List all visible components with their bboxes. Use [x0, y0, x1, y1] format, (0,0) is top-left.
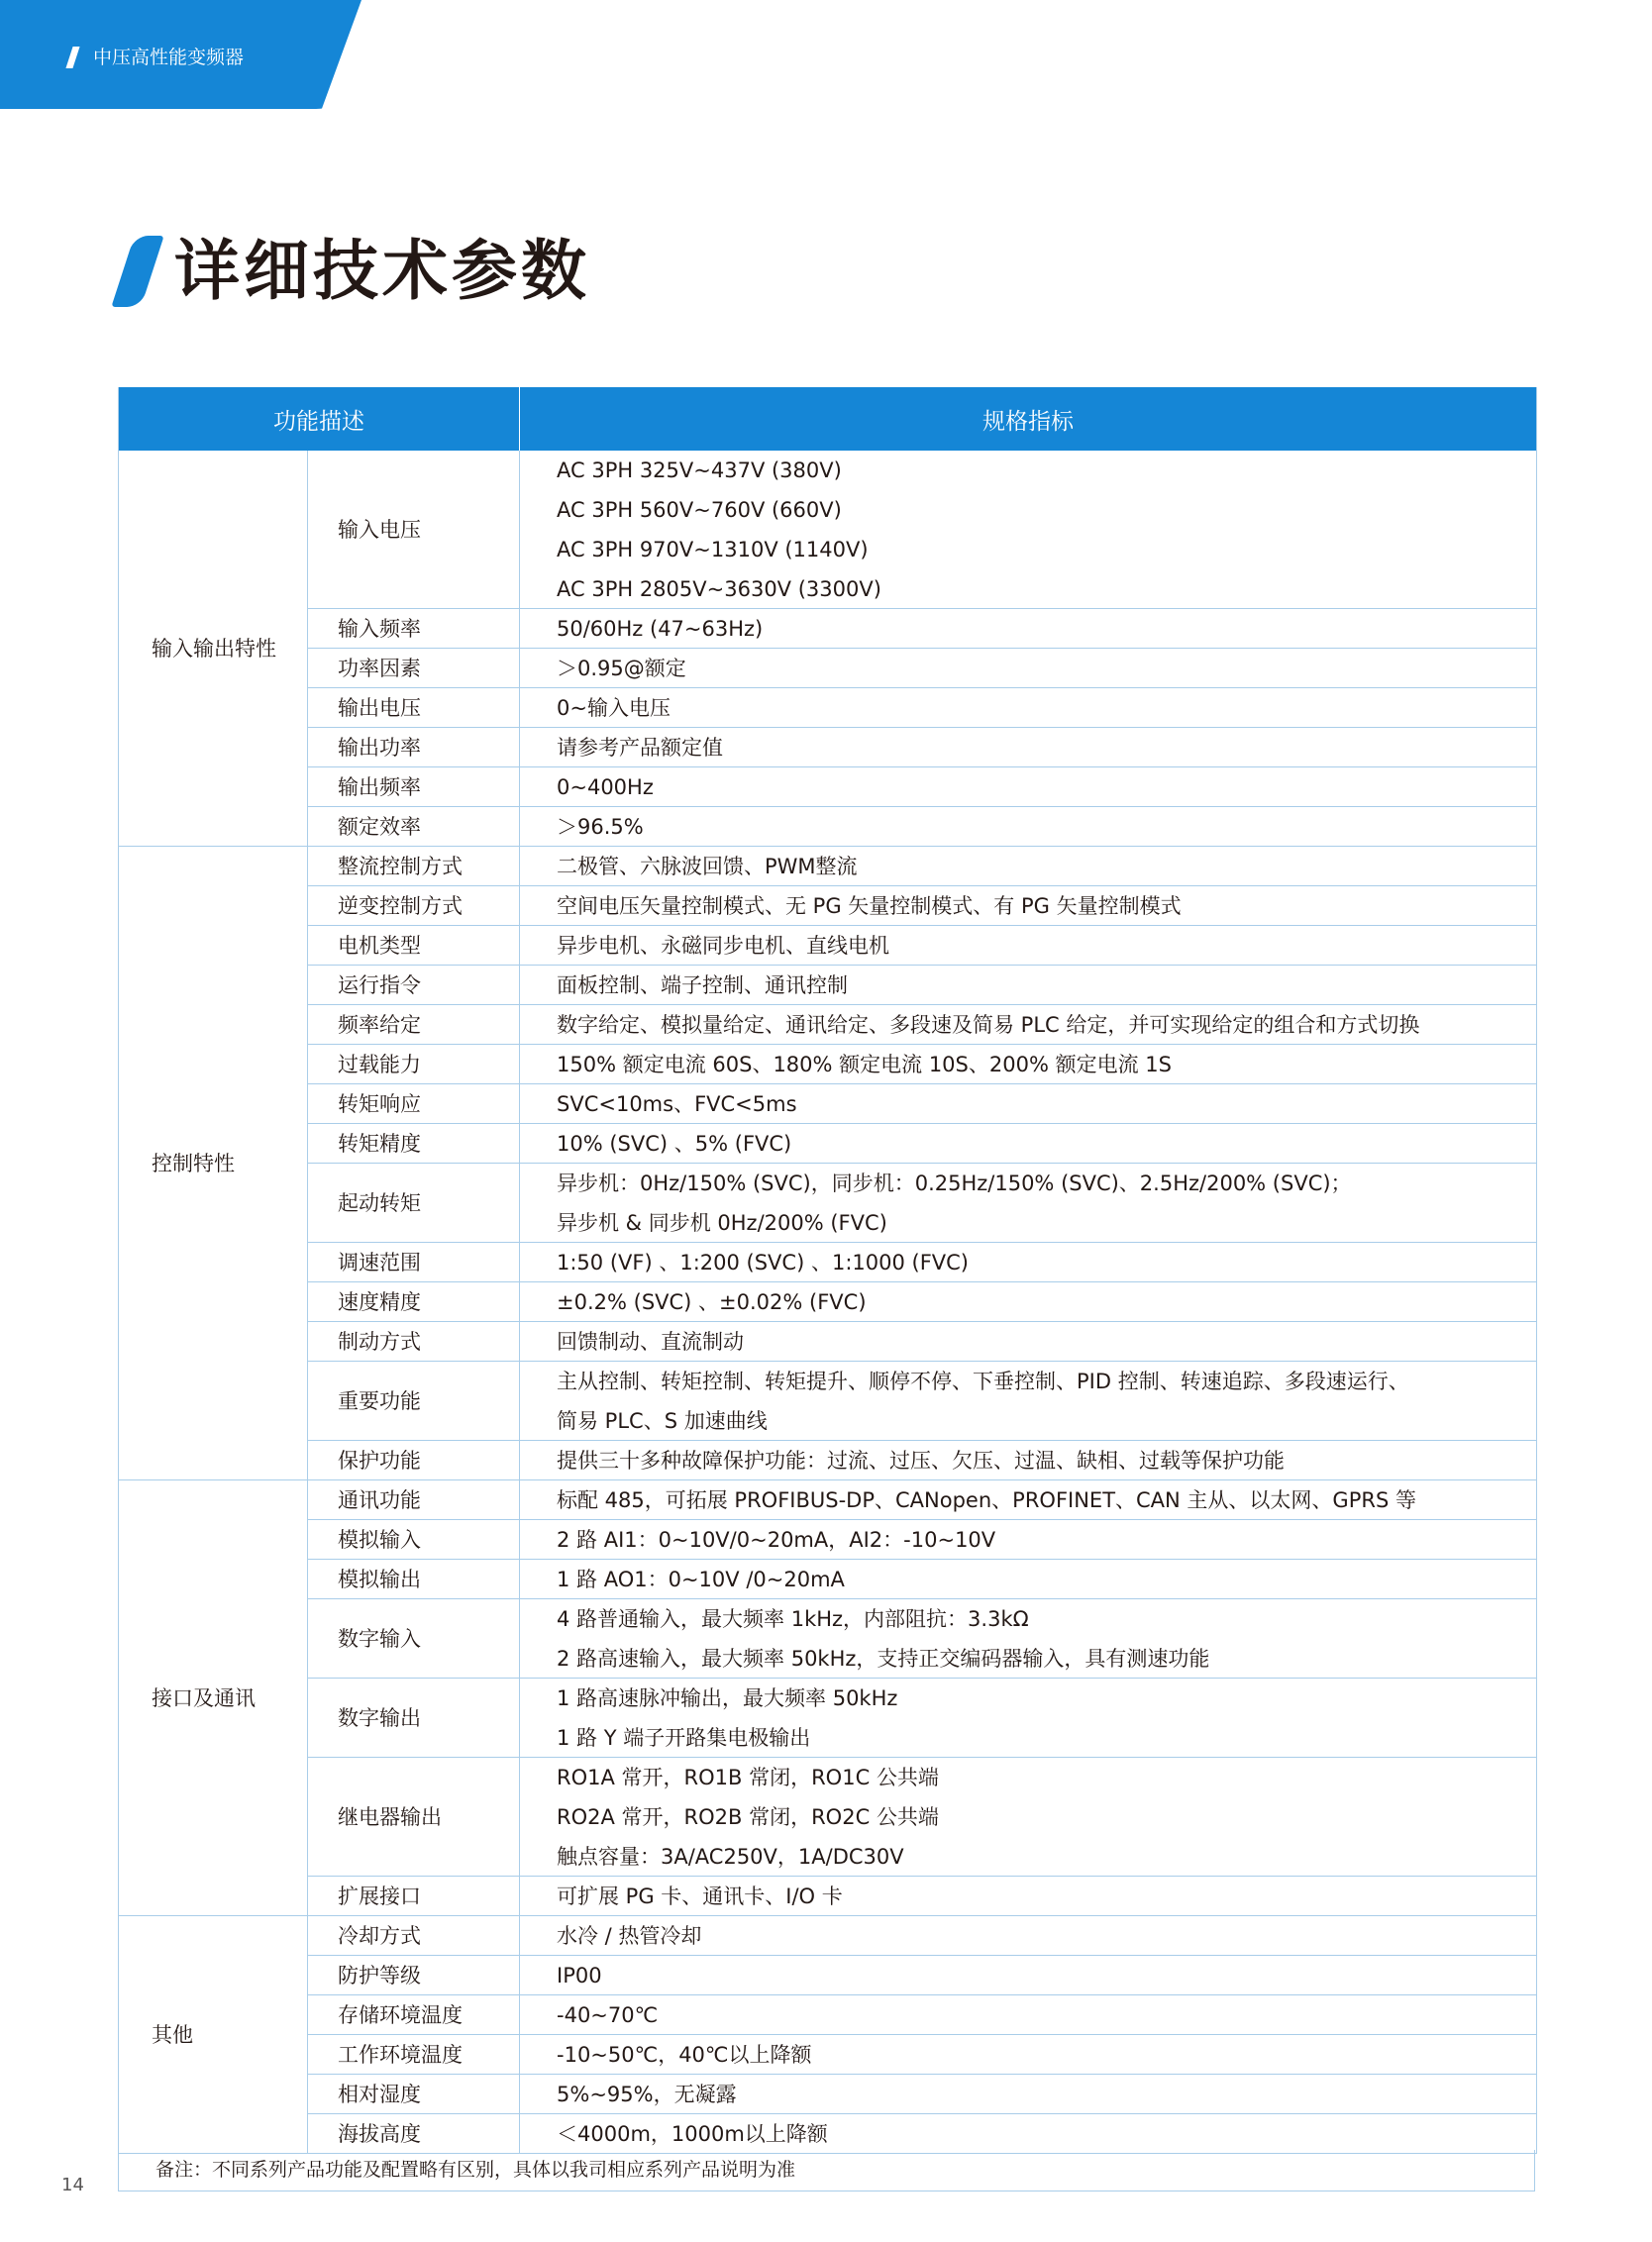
spec-line: 提供三十多种故障保护功能：过流、过压、欠压、过温、缺相、过载等保护功能	[557, 1449, 1285, 1473]
function-cell: 运行指令	[308, 966, 520, 1005]
spec-cell	[520, 1916, 1536, 1956]
spec-cell	[520, 609, 1536, 649]
page-number: 14	[61, 2175, 84, 2195]
function-cell: 防护等级	[308, 1956, 520, 1995]
spec-line: 触点容量：3A/AC250V，1A/DC30V	[557, 1845, 904, 1869]
function-cell: 输出频率	[308, 767, 520, 807]
spec-line: 异步机：0Hz/150% (SVC)，同步机：0.25Hz/150% (SVC)、2.5Hz/200% (SVC)；	[557, 1172, 1352, 1195]
function-cell: 频率给定	[308, 1005, 520, 1045]
category-cell: 接口及通讯	[119, 1480, 308, 1916]
spec-line: 空间电压矢量控制模式、无 PG 矢量控制模式、有 PG 矢量控制模式	[557, 894, 1182, 918]
spec-cell	[520, 688, 1536, 728]
spec-line: 2 路高速输入，最大频率 50kHz，支持正交编码器输入，具有测速功能	[557, 1647, 1210, 1671]
spec-cell	[520, 886, 1536, 926]
category-cell: 其他	[119, 1916, 308, 2154]
spec-line: ＞96.5%	[557, 815, 644, 839]
function-cell: 额定效率	[308, 807, 520, 847]
function-cell: 数字输出	[308, 1679, 520, 1758]
spec-table	[118, 387, 1537, 2154]
spec-cell	[520, 1441, 1536, 1480]
spec-line: 数字给定、模拟量给定、通讯给定、多段速及简易 PLC 给定，并可实现给定的组合和方式切换	[557, 1013, 1420, 1037]
spec-line: 二极管、六脉波回馈、PWM整流	[557, 855, 858, 878]
spec-cell	[520, 1164, 1536, 1243]
spec-line: AC 3PH 560V~760V (660V)	[557, 498, 842, 522]
function-cell: 继电器输出	[308, 1758, 520, 1877]
function-cell: 工作环境温度	[308, 2035, 520, 2075]
spec-line: 1 路 AO1：0~10V /0~20mA	[557, 1568, 845, 1591]
function-cell: 重要功能	[308, 1362, 520, 1441]
header-function: 功能描述	[119, 387, 520, 451]
function-cell: 数字输入	[308, 1599, 520, 1679]
spec-cell	[520, 1282, 1536, 1322]
spec-line: 回馈制动、直流制动	[557, 1330, 744, 1354]
spec-line: IP00	[557, 1964, 602, 1987]
spec-line: 5%~95%，无凝露	[557, 2083, 737, 2106]
spec-line: 请参考产品额定值	[557, 736, 723, 760]
function-cell: 起动转矩	[308, 1164, 520, 1243]
spec-cell	[520, 847, 1536, 886]
spec-line: 50/60Hz (47~63Hz)	[557, 617, 764, 641]
spec-line: 0~输入电压	[557, 696, 671, 720]
spec-cell	[520, 807, 1536, 847]
spec-cell	[520, 1995, 1536, 2035]
spec-cell	[520, 1124, 1536, 1164]
spec-line: 面板控制、端子控制、通讯控制	[557, 973, 848, 997]
spec-cell	[520, 1005, 1536, 1045]
spec-cell	[520, 1599, 1536, 1679]
spec-cell	[520, 926, 1536, 966]
function-cell: 转矩响应	[308, 1084, 520, 1124]
spec-line: 1 路 Y 端子开路集电极输出	[557, 1726, 811, 1750]
spec-cell	[520, 1322, 1536, 1362]
function-cell: 保护功能	[308, 1441, 520, 1480]
spec-cell	[520, 767, 1536, 807]
spec-cell	[520, 451, 1536, 609]
spec-line: 异步机 & 同步机 0Hz/200% (FVC)	[557, 1211, 887, 1235]
spec-line: 10% (SVC) 、5% (FVC)	[557, 1132, 792, 1156]
spec-line: -40~70℃	[557, 2003, 659, 2027]
spec-cell	[520, 1877, 1536, 1916]
spec-cell	[520, 2075, 1536, 2114]
spec-line: -10~50℃，40℃以上降额	[557, 2043, 812, 2067]
spec-cell	[520, 2035, 1536, 2075]
function-cell: 输出功率	[308, 728, 520, 767]
spec-line: AC 3PH 325V~437V (380V)	[557, 459, 842, 482]
function-cell: 输入电压	[308, 451, 520, 609]
function-cell: 通讯功能	[308, 1480, 520, 1520]
spec-cell	[520, 1560, 1536, 1599]
spec-line: 可扩展 PG 卡、通讯卡、I/O 卡	[557, 1885, 843, 1908]
category-cell: 输入输出特性	[119, 451, 308, 847]
spec-cell	[520, 1045, 1536, 1084]
function-cell: 转矩精度	[308, 1124, 520, 1164]
heading-slash-icon	[111, 236, 163, 307]
spec-cell	[520, 1362, 1536, 1441]
spec-line: 4 路普通输入，最大频率 1kHz，内部阻抗：3.3kΩ	[557, 1607, 1029, 1631]
spec-line: 1 路高速脉冲输出，最大频率 50kHz	[557, 1686, 898, 1710]
spec-cell	[520, 1243, 1536, 1282]
function-cell: 制动方式	[308, 1322, 520, 1362]
function-cell: 冷却方式	[308, 1916, 520, 1956]
function-cell: 过载能力	[308, 1045, 520, 1084]
header-spec: 规格指标	[520, 387, 1536, 451]
table-note: 备注：不同系列产品功能及配置略有区别，具体以我司相应系列产品说明为准	[118, 2150, 1535, 2191]
function-cell: 模拟输入	[308, 1520, 520, 1560]
category-cell: 控制特性	[119, 847, 308, 1480]
spec-line: 0~400Hz	[557, 775, 654, 799]
spec-line: AC 3PH 2805V~3630V (3300V)	[557, 577, 881, 601]
spec-cell	[520, 1520, 1536, 1560]
function-cell: 调速范围	[308, 1243, 520, 1282]
spec-line: 150% 额定电流 60S、180% 额定电流 10S、200% 额定电流 1S	[557, 1053, 1172, 1076]
function-cell: 存储环境温度	[308, 1995, 520, 2035]
page-heading: 详细技术参数	[174, 233, 590, 309]
function-cell: 逆变控制方式	[308, 886, 520, 926]
spec-cell	[520, 1679, 1536, 1758]
spec-line: ＜4000m，1000m以上降额	[557, 2122, 828, 2146]
function-cell: 输出电压	[308, 688, 520, 728]
spec-line: 简易 PLC、S 加速曲线	[557, 1409, 768, 1433]
function-cell: 电机类型	[308, 926, 520, 966]
spec-line: AC 3PH 970V~1310V (1140V)	[557, 538, 869, 561]
function-cell: 功率因素	[308, 649, 520, 688]
spec-line: 1:50 (VF) 、1:200 (SVC) 、1:1000 (FVC)	[557, 1251, 970, 1274]
function-cell: 模拟输出	[308, 1560, 520, 1599]
spec-line: SVC<10ms、FVC<5ms	[557, 1092, 797, 1116]
spec-cell	[520, 2114, 1536, 2154]
function-cell: 海拔高度	[308, 2114, 520, 2154]
spec-cell	[520, 1480, 1536, 1520]
function-cell: 速度精度	[308, 1282, 520, 1322]
spec-cell	[520, 649, 1536, 688]
section-title: 中压高性能变频器	[93, 47, 245, 68]
spec-line: RO1A 常开，RO1B 常闭，RO1C 公共端	[557, 1766, 939, 1789]
spec-line: ＞0.95@额定	[557, 657, 686, 680]
spec-cell	[520, 1956, 1536, 1995]
spec-line: 异步电机、永磁同步电机、直线电机	[557, 934, 889, 958]
spec-cell	[520, 966, 1536, 1005]
function-cell: 扩展接口	[308, 1877, 520, 1916]
function-cell: 输入频率	[308, 609, 520, 649]
function-cell: 相对湿度	[308, 2075, 520, 2114]
spec-line: 2 路 AI1：0~10V/0~20mA，AI2：-10~10V	[557, 1528, 996, 1552]
spec-line: ±0.2% (SVC) 、±0.02% (FVC)	[557, 1290, 867, 1314]
spec-cell	[520, 1084, 1536, 1124]
spec-line: RO2A 常开，RO2B 常闭，RO2C 公共端	[557, 1805, 939, 1829]
function-cell: 整流控制方式	[308, 847, 520, 886]
spec-line: 水冷 / 热管冷却	[557, 1924, 702, 1948]
spec-cell	[520, 728, 1536, 767]
spec-line: 标配 485，可拓展 PROFIBUS-DP、CANopen、PROFINET、CAN 主从、以太网、GPRS 等	[557, 1488, 1416, 1512]
spec-cell	[520, 1758, 1536, 1877]
spec-line: 主从控制、转矩控制、转矩提升、顺停不停、下垂控制、PID 控制、转速追踪、多段速运行、	[557, 1370, 1409, 1393]
